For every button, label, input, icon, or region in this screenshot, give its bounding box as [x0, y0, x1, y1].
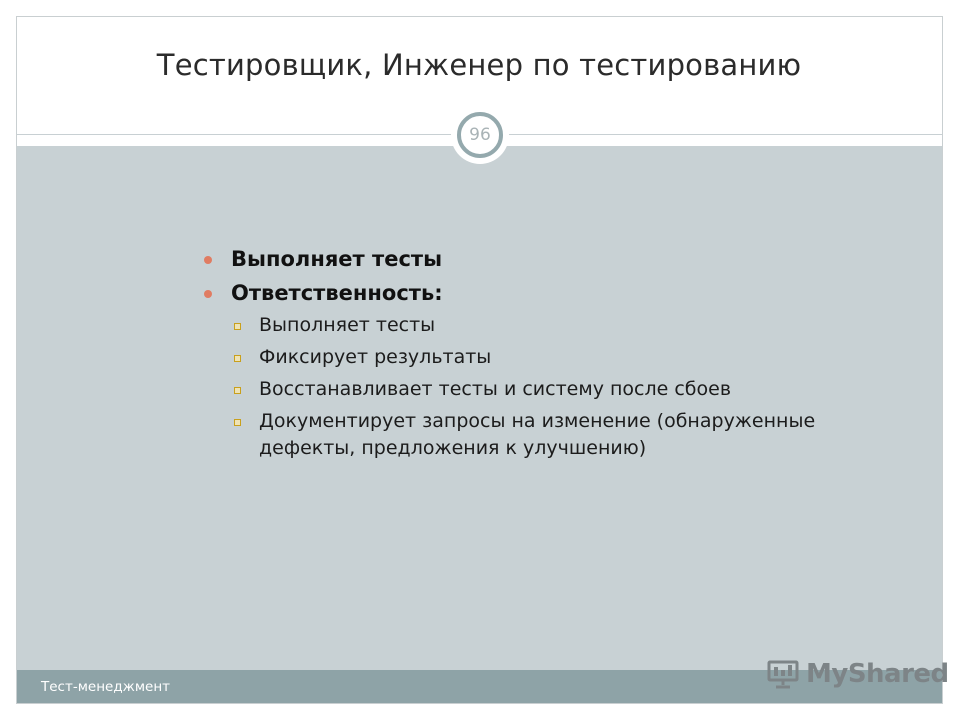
- square-bullet-icon: [234, 387, 241, 394]
- page-number-badge: [451, 106, 509, 164]
- subbullet-item: [231, 376, 883, 403]
- subbullet-list: [231, 312, 883, 462]
- subbullet-label: Восстанавливает тесты и систему после сбоев: [259, 378, 732, 400]
- page-number: 96: [469, 125, 491, 145]
- bullet-label: Выполняет тесты: [231, 247, 443, 271]
- bullet-label: Ответственность:: [231, 281, 443, 305]
- subbullet-item: [231, 344, 883, 371]
- bullet-list: [203, 242, 883, 467]
- bullet-dot-icon: [204, 256, 212, 264]
- slide-title: Тестировщик, Инженер по тестированию: [156, 48, 802, 82]
- subbullet-label: Выполняет тесты: [259, 314, 436, 336]
- footer-text: Тест-менеджмент: [41, 679, 171, 695]
- bullet-item: [203, 242, 883, 276]
- subbullet-item: [231, 312, 883, 339]
- watermark-text: MyShared: [806, 659, 949, 689]
- bullet-item: [203, 276, 883, 462]
- bullet-dot-icon: [204, 290, 212, 298]
- subbullet-label: Документирует запросы на изменение (обнаруженные дефекты, предложения к улучшению): [259, 410, 816, 459]
- watermark: [766, 656, 949, 692]
- subbullet-item: [231, 408, 883, 462]
- presentation-screen-icon: [766, 658, 800, 690]
- square-bullet-icon: [234, 355, 241, 362]
- square-bullet-icon: [234, 419, 241, 426]
- page-number-ring: [457, 112, 503, 158]
- subbullet-label: Фиксирует результаты: [259, 346, 492, 368]
- square-bullet-icon: [234, 323, 241, 330]
